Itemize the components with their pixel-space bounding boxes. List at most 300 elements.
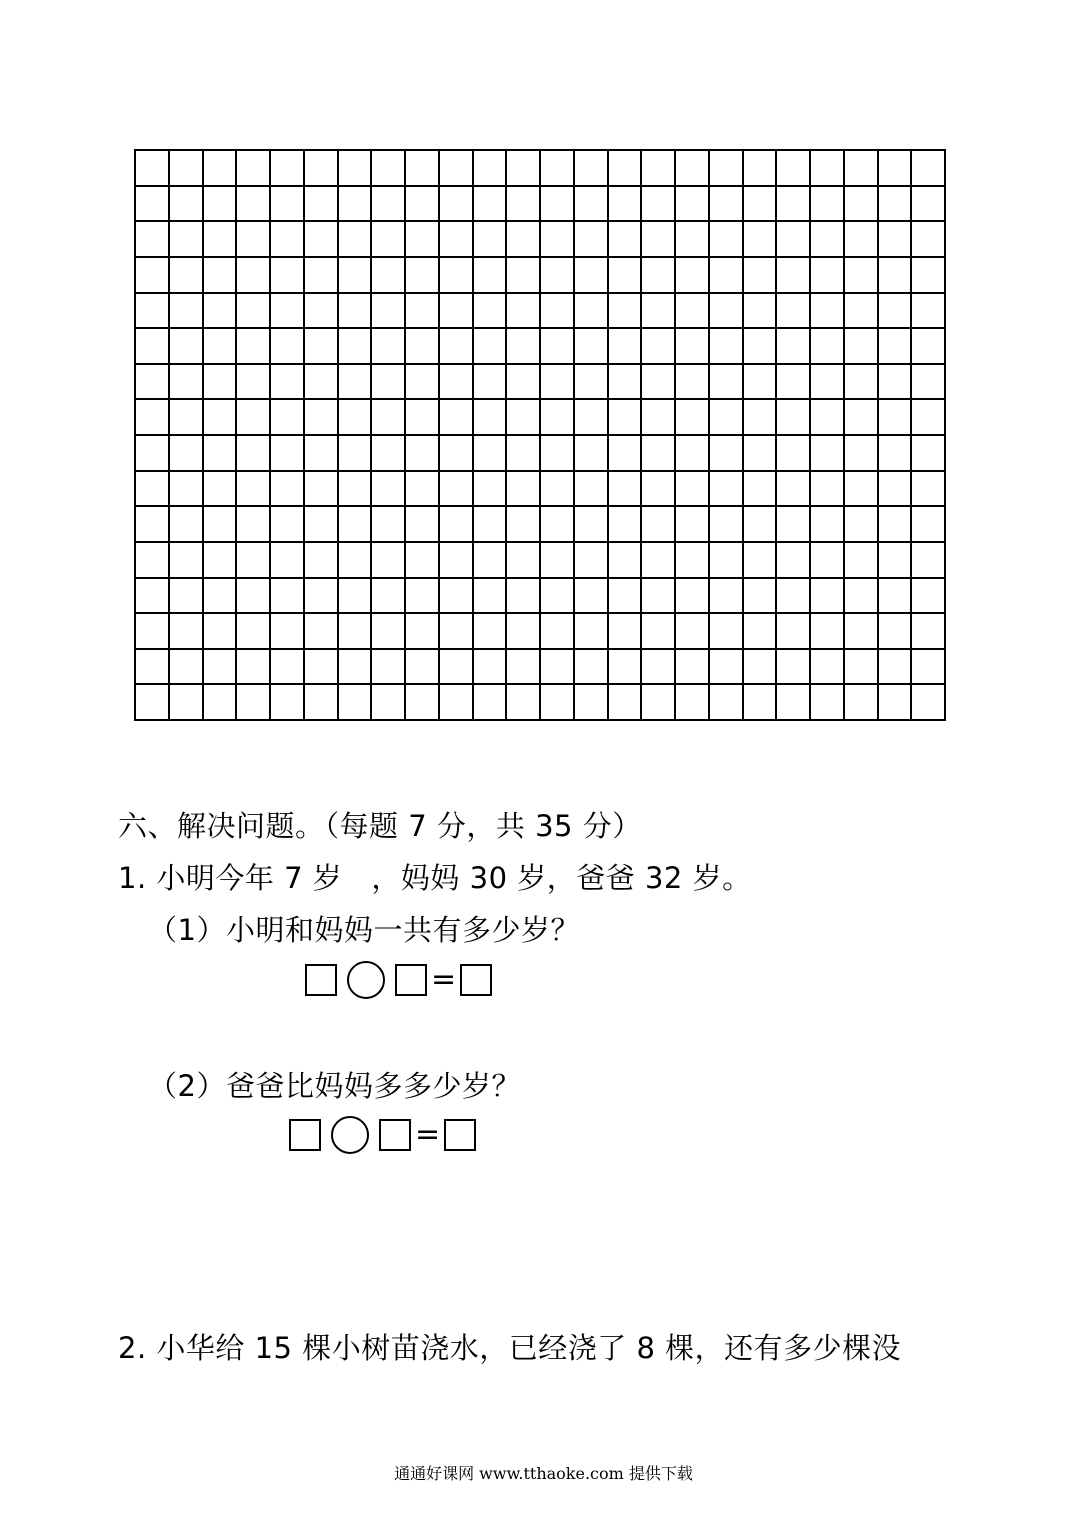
grid-cell[interactable] — [775, 470, 809, 506]
grid-cell[interactable] — [742, 434, 776, 470]
grid-cell[interactable] — [539, 185, 573, 221]
grid-cell[interactable] — [640, 577, 674, 613]
grid-cell[interactable] — [472, 683, 506, 719]
grid-cell[interactable] — [134, 612, 168, 648]
grid-cell[interactable] — [910, 648, 944, 684]
grid-cell[interactable] — [573, 434, 607, 470]
grid-cell[interactable] — [539, 577, 573, 613]
grid-cell[interactable] — [202, 470, 236, 506]
grid-cell[interactable] — [269, 398, 303, 434]
grid-cell[interactable] — [775, 398, 809, 434]
grid-cell[interactable] — [674, 363, 708, 399]
grid-cell[interactable] — [742, 398, 776, 434]
grid-cell[interactable] — [809, 612, 843, 648]
grid-cell[interactable] — [775, 149, 809, 185]
grid-cell[interactable] — [303, 470, 337, 506]
grid-cell[interactable] — [607, 648, 641, 684]
grid-cell[interactable] — [168, 648, 202, 684]
grid-cell[interactable] — [843, 220, 877, 256]
grid-cell[interactable] — [708, 327, 742, 363]
grid-cell[interactable] — [910, 363, 944, 399]
grid-cell[interactable] — [910, 327, 944, 363]
grid-cell[interactable] — [573, 327, 607, 363]
grid-cell[interactable] — [168, 292, 202, 328]
grid-cell[interactable] — [910, 398, 944, 434]
grid-cell[interactable] — [775, 577, 809, 613]
grid-cell[interactable] — [202, 220, 236, 256]
grid-cell[interactable] — [168, 149, 202, 185]
grid-cell[interactable] — [809, 683, 843, 719]
grid-cell[interactable] — [742, 612, 776, 648]
grid-cell[interactable] — [438, 398, 472, 434]
grid-cell[interactable] — [640, 256, 674, 292]
grid-cell[interactable] — [505, 541, 539, 577]
grid-cell[interactable] — [573, 577, 607, 613]
grid-cell[interactable] — [674, 648, 708, 684]
grid-cell[interactable] — [134, 434, 168, 470]
grid-cell[interactable] — [370, 292, 404, 328]
grid-cell[interactable] — [573, 470, 607, 506]
grid-cell[interactable] — [235, 256, 269, 292]
grid-cell[interactable] — [303, 149, 337, 185]
grid-cell[interactable] — [775, 541, 809, 577]
grid-cell[interactable] — [303, 327, 337, 363]
grid-cell[interactable] — [809, 398, 843, 434]
grid-cell[interactable] — [472, 363, 506, 399]
grid-cell[interactable] — [235, 612, 269, 648]
grid-cell[interactable] — [269, 256, 303, 292]
grid-cell[interactable] — [134, 470, 168, 506]
grid-cell[interactable] — [742, 683, 776, 719]
grid-cell[interactable] — [370, 363, 404, 399]
grid-cell[interactable] — [910, 256, 944, 292]
grid-cell[interactable] — [438, 612, 472, 648]
answer-box[interactable] — [395, 964, 427, 996]
grid-cell[interactable] — [269, 434, 303, 470]
grid-cell[interactable] — [809, 256, 843, 292]
grid-cell[interactable] — [438, 577, 472, 613]
grid-cell[interactable] — [303, 648, 337, 684]
grid-cell[interactable] — [539, 256, 573, 292]
grid-cell[interactable] — [775, 256, 809, 292]
grid-cell[interactable] — [370, 220, 404, 256]
grid-cell[interactable] — [708, 541, 742, 577]
grid-cell[interactable] — [809, 577, 843, 613]
grid-cell[interactable] — [370, 185, 404, 221]
grid-cell[interactable] — [877, 541, 911, 577]
grid-cell[interactable] — [573, 541, 607, 577]
result-box[interactable] — [460, 964, 492, 996]
grid-cell[interactable] — [607, 398, 641, 434]
grid-cell[interactable] — [134, 541, 168, 577]
grid-cell[interactable] — [742, 185, 776, 221]
grid-cell[interactable] — [742, 220, 776, 256]
grid-cell[interactable] — [843, 363, 877, 399]
grid-cell[interactable] — [202, 683, 236, 719]
grid-cell[interactable] — [404, 149, 438, 185]
grid-cell[interactable] — [910, 149, 944, 185]
grid-cell[interactable] — [877, 505, 911, 541]
grid-cell[interactable] — [843, 683, 877, 719]
grid-cell[interactable] — [269, 612, 303, 648]
grid-cell[interactable] — [438, 648, 472, 684]
grid-cell[interactable] — [708, 470, 742, 506]
grid-cell[interactable] — [910, 220, 944, 256]
grid-cell[interactable] — [202, 256, 236, 292]
grid-cell[interactable] — [269, 683, 303, 719]
grid-cell[interactable] — [877, 185, 911, 221]
grid-cell[interactable] — [269, 541, 303, 577]
grid-cell[interactable] — [235, 220, 269, 256]
grid-cell[interactable] — [303, 363, 337, 399]
grid-cell[interactable] — [303, 683, 337, 719]
grid-cell[interactable] — [134, 398, 168, 434]
grid-cell[interactable] — [404, 363, 438, 399]
grid-cell[interactable] — [235, 648, 269, 684]
grid-cell[interactable] — [168, 541, 202, 577]
grid-cell[interactable] — [202, 541, 236, 577]
grid-cell[interactable] — [674, 577, 708, 613]
grid-cell[interactable] — [472, 327, 506, 363]
grid-cell[interactable] — [438, 541, 472, 577]
grid-cell[interactable] — [708, 648, 742, 684]
grid-cell[interactable] — [607, 470, 641, 506]
grid-cell[interactable] — [202, 398, 236, 434]
grid-cell[interactable] — [168, 256, 202, 292]
grid-cell[interactable] — [708, 577, 742, 613]
grid-cell[interactable] — [742, 577, 776, 613]
grid-cell[interactable] — [809, 363, 843, 399]
grid-cell[interactable] — [303, 398, 337, 434]
grid-cell[interactable] — [708, 505, 742, 541]
grid-cell[interactable] — [303, 505, 337, 541]
grid-cell[interactable] — [607, 683, 641, 719]
grid-cell[interactable] — [168, 683, 202, 719]
grid-cell[interactable] — [134, 327, 168, 363]
grid-cell[interactable] — [370, 541, 404, 577]
grid-cell[interactable] — [168, 398, 202, 434]
grid-cell[interactable] — [202, 612, 236, 648]
grid-cell[interactable] — [337, 434, 371, 470]
grid-cell[interactable] — [843, 185, 877, 221]
grid-cell[interactable] — [708, 149, 742, 185]
grid-cell[interactable] — [708, 363, 742, 399]
grid-cell[interactable] — [337, 505, 371, 541]
grid-cell[interactable] — [910, 541, 944, 577]
grid-cell[interactable] — [640, 327, 674, 363]
grid-cell[interactable] — [775, 683, 809, 719]
grid-cell[interactable] — [472, 541, 506, 577]
grid-cell[interactable] — [809, 505, 843, 541]
grid-cell[interactable] — [607, 292, 641, 328]
grid-cell[interactable] — [742, 541, 776, 577]
grid-cell[interactable] — [640, 185, 674, 221]
grid-cell[interactable] — [742, 363, 776, 399]
grid-cell[interactable] — [573, 683, 607, 719]
grid-cell[interactable] — [337, 149, 371, 185]
grid-cell[interactable] — [640, 398, 674, 434]
grid-cell[interactable] — [539, 327, 573, 363]
grid-cell[interactable] — [235, 363, 269, 399]
grid-cell[interactable] — [269, 292, 303, 328]
grid-cell[interactable] — [472, 434, 506, 470]
grid-cell[interactable] — [505, 256, 539, 292]
grid-cell[interactable] — [370, 648, 404, 684]
grid-cell[interactable] — [134, 292, 168, 328]
grid-cell[interactable] — [337, 541, 371, 577]
grid-cell[interactable] — [472, 470, 506, 506]
grid-cell[interactable] — [674, 612, 708, 648]
grid-cell[interactable] — [404, 220, 438, 256]
grid-cell[interactable] — [337, 327, 371, 363]
grid-cell[interactable] — [877, 256, 911, 292]
grid-cell[interactable] — [370, 577, 404, 613]
grid-cell[interactable] — [202, 434, 236, 470]
grid-cell[interactable] — [843, 327, 877, 363]
grid-cell[interactable] — [303, 434, 337, 470]
grid-cell[interactable] — [269, 577, 303, 613]
grid-cell[interactable] — [573, 505, 607, 541]
grid-cell[interactable] — [843, 541, 877, 577]
grid-cell[interactable] — [607, 327, 641, 363]
grid-cell[interactable] — [573, 149, 607, 185]
answer-box[interactable] — [289, 1119, 321, 1151]
grid-cell[interactable] — [472, 612, 506, 648]
operator-circle[interactable] — [331, 1116, 369, 1154]
grid-cell[interactable] — [202, 149, 236, 185]
grid-cell[interactable] — [910, 683, 944, 719]
grid-cell[interactable] — [539, 434, 573, 470]
grid-cell[interactable] — [640, 683, 674, 719]
grid-cell[interactable] — [235, 327, 269, 363]
grid-cell[interactable] — [472, 292, 506, 328]
grid-cell[interactable] — [337, 470, 371, 506]
grid-cell[interactable] — [505, 149, 539, 185]
grid-cell[interactable] — [607, 577, 641, 613]
grid-cell[interactable] — [674, 185, 708, 221]
grid-cell[interactable] — [573, 185, 607, 221]
grid-cell[interactable] — [370, 149, 404, 185]
grid-cell[interactable] — [809, 185, 843, 221]
grid-cell[interactable] — [809, 648, 843, 684]
grid-cell[interactable] — [269, 185, 303, 221]
grid-cell[interactable] — [742, 648, 776, 684]
grid-cell[interactable] — [910, 185, 944, 221]
grid-cell[interactable] — [235, 505, 269, 541]
grid-cell[interactable] — [438, 149, 472, 185]
grid-cell[interactable] — [573, 398, 607, 434]
grid-cell[interactable] — [168, 327, 202, 363]
grid-cell[interactable] — [505, 577, 539, 613]
grid-cell[interactable] — [607, 220, 641, 256]
grid-cell[interactable] — [438, 505, 472, 541]
grid-cell[interactable] — [742, 256, 776, 292]
grid-cell[interactable] — [708, 185, 742, 221]
grid-cell[interactable] — [539, 541, 573, 577]
grid-cell[interactable] — [640, 363, 674, 399]
grid-cell[interactable] — [235, 185, 269, 221]
grid-cell[interactable] — [910, 612, 944, 648]
grid-cell[interactable] — [269, 220, 303, 256]
grid-cell[interactable] — [269, 470, 303, 506]
grid-cell[interactable] — [640, 541, 674, 577]
grid-cell[interactable] — [843, 434, 877, 470]
grid-cell[interactable] — [404, 327, 438, 363]
grid-cell[interactable] — [505, 327, 539, 363]
grid-cell[interactable] — [910, 434, 944, 470]
grid-cell[interactable] — [843, 470, 877, 506]
grid-cell[interactable] — [877, 470, 911, 506]
grid-cell[interactable] — [404, 541, 438, 577]
grid-cell[interactable] — [877, 434, 911, 470]
grid-cell[interactable] — [775, 612, 809, 648]
grid-cell[interactable] — [404, 648, 438, 684]
grid-cell[interactable] — [404, 683, 438, 719]
grid-cell[interactable] — [404, 577, 438, 613]
grid-cell[interactable] — [337, 648, 371, 684]
grid-cell[interactable] — [809, 292, 843, 328]
grid-cell[interactable] — [472, 648, 506, 684]
grid-cell[interactable] — [573, 256, 607, 292]
grid-cell[interactable] — [708, 398, 742, 434]
grid-cell[interactable] — [742, 470, 776, 506]
grid-cell[interactable] — [607, 434, 641, 470]
grid-cell[interactable] — [505, 220, 539, 256]
grid-cell[interactable] — [877, 327, 911, 363]
grid-cell[interactable] — [708, 256, 742, 292]
grid-cell[interactable] — [370, 398, 404, 434]
grid-cell[interactable] — [877, 683, 911, 719]
grid-cell[interactable] — [370, 683, 404, 719]
grid-cell[interactable] — [168, 434, 202, 470]
grid-cell[interactable] — [843, 398, 877, 434]
grid-cell[interactable] — [168, 220, 202, 256]
grid-cell[interactable] — [134, 363, 168, 399]
grid-cell[interactable] — [674, 220, 708, 256]
grid-cell[interactable] — [843, 648, 877, 684]
grid-cell[interactable] — [404, 505, 438, 541]
grid-cell[interactable] — [472, 577, 506, 613]
grid-cell[interactable] — [674, 505, 708, 541]
grid-cell[interactable] — [303, 292, 337, 328]
grid-cell[interactable] — [134, 505, 168, 541]
grid-cell[interactable] — [438, 220, 472, 256]
grid-cell[interactable] — [404, 292, 438, 328]
grid-cell[interactable] — [877, 398, 911, 434]
grid-cell[interactable] — [674, 683, 708, 719]
grid-cell[interactable] — [235, 577, 269, 613]
grid-cell[interactable] — [134, 577, 168, 613]
grid-cell[interactable] — [674, 327, 708, 363]
grid-cell[interactable] — [809, 541, 843, 577]
grid-cell[interactable] — [539, 220, 573, 256]
grid-cell[interactable] — [505, 434, 539, 470]
grid-cell[interactable] — [472, 398, 506, 434]
grid-cell[interactable] — [404, 434, 438, 470]
grid-cell[interactable] — [505, 683, 539, 719]
grid-cell[interactable] — [404, 612, 438, 648]
grid-cell[interactable] — [910, 577, 944, 613]
grid-cell[interactable] — [505, 185, 539, 221]
grid-cell[interactable] — [573, 612, 607, 648]
grid-cell[interactable] — [607, 185, 641, 221]
grid-cell[interactable] — [303, 220, 337, 256]
grid-cell[interactable] — [708, 434, 742, 470]
grid-cell[interactable] — [910, 470, 944, 506]
grid-cell[interactable] — [303, 256, 337, 292]
grid-cell[interactable] — [370, 256, 404, 292]
grid-cell[interactable] — [337, 220, 371, 256]
grid-cell[interactable] — [134, 220, 168, 256]
grid-cell[interactable] — [235, 541, 269, 577]
grid-cell[interactable] — [775, 185, 809, 221]
grid-cell[interactable] — [404, 256, 438, 292]
result-box[interactable] — [444, 1119, 476, 1151]
grid-cell[interactable] — [573, 363, 607, 399]
grid-cell[interactable] — [472, 505, 506, 541]
grid-cell[interactable] — [303, 612, 337, 648]
grid-cell[interactable] — [640, 470, 674, 506]
grid-cell[interactable] — [438, 434, 472, 470]
grid-cell[interactable] — [235, 470, 269, 506]
grid-cell[interactable] — [573, 220, 607, 256]
grid-cell[interactable] — [708, 292, 742, 328]
grid-cell[interactable] — [539, 292, 573, 328]
grid-cell[interactable] — [843, 577, 877, 613]
grid-cell[interactable] — [573, 648, 607, 684]
grid-cell[interactable] — [337, 398, 371, 434]
grid-cell[interactable] — [877, 363, 911, 399]
grid-cell[interactable] — [742, 505, 776, 541]
grid-cell[interactable] — [775, 648, 809, 684]
grid-cell[interactable] — [607, 541, 641, 577]
grid-cell[interactable] — [607, 612, 641, 648]
grid-cell[interactable] — [168, 363, 202, 399]
grid-cell[interactable] — [877, 220, 911, 256]
grid-cell[interactable] — [303, 577, 337, 613]
grid-cell[interactable] — [134, 149, 168, 185]
grid-cell[interactable] — [303, 541, 337, 577]
grid-cell[interactable] — [674, 470, 708, 506]
grid-cell[interactable] — [742, 327, 776, 363]
grid-cell[interactable] — [539, 363, 573, 399]
grid-cell[interactable] — [168, 185, 202, 221]
grid-cell[interactable] — [235, 398, 269, 434]
grid-cell[interactable] — [877, 292, 911, 328]
grid-cell[interactable] — [337, 292, 371, 328]
grid-cell[interactable] — [708, 220, 742, 256]
grid-cell[interactable] — [607, 149, 641, 185]
grid-cell[interactable] — [472, 149, 506, 185]
grid-cell[interactable] — [370, 612, 404, 648]
grid-cell[interactable] — [539, 149, 573, 185]
grid-cell[interactable] — [843, 256, 877, 292]
grid-cell[interactable] — [640, 149, 674, 185]
grid-cell[interactable] — [134, 256, 168, 292]
grid-cell[interactable] — [640, 505, 674, 541]
grid-cell[interactable] — [775, 292, 809, 328]
grid-cell[interactable] — [775, 505, 809, 541]
grid-cell[interactable] — [674, 434, 708, 470]
grid-cell[interactable] — [809, 149, 843, 185]
grid-cell[interactable] — [809, 434, 843, 470]
grid-cell[interactable] — [640, 434, 674, 470]
grid-cell[interactable] — [674, 292, 708, 328]
grid-cell[interactable] — [539, 648, 573, 684]
grid-cell[interactable] — [168, 577, 202, 613]
grid-cell[interactable] — [438, 363, 472, 399]
grid-cell[interactable] — [235, 683, 269, 719]
